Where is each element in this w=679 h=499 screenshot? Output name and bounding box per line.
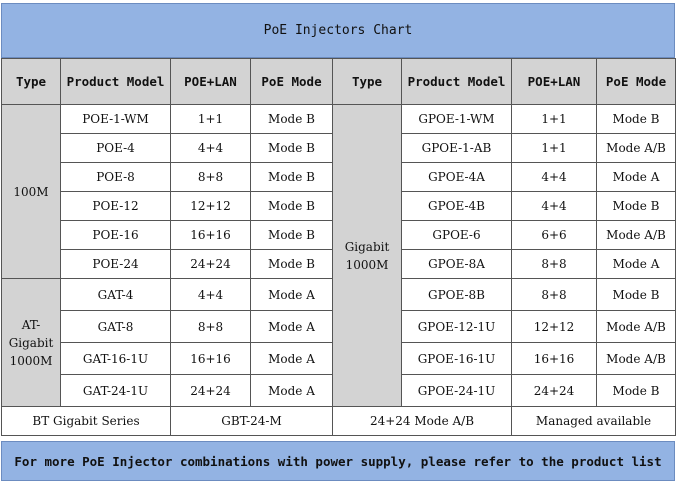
mode-cell: Mode B xyxy=(251,192,333,221)
mode-cell: Mode A xyxy=(251,375,333,407)
model-cell: GPOE-12-1U xyxy=(402,311,512,343)
model-cell: POE-4 xyxy=(61,134,171,163)
type-cell-gigabit xyxy=(333,105,402,407)
ports-cell: 24+24 xyxy=(171,250,251,279)
mode-cell: Mode B xyxy=(597,105,676,134)
ports-cell: 8+8 xyxy=(171,311,251,343)
type-line: 1000M xyxy=(9,353,53,368)
ports-cell: 6+6 xyxy=(512,221,597,250)
model-cell: GPOE-8B xyxy=(402,279,512,311)
type-line: Gigabit xyxy=(344,239,390,254)
header-cell: POE+LAN xyxy=(171,59,251,105)
model-cell: GPOE-1-AB xyxy=(402,134,512,163)
ports-cell: 4+4 xyxy=(171,134,251,163)
ports-cell: 8+8 xyxy=(171,163,251,192)
ports-cell: 1+1 xyxy=(512,134,597,163)
mode-cell: Mode A xyxy=(597,250,676,279)
ports-cell: 16+16 xyxy=(171,343,251,375)
model-cell: GPOE-6 xyxy=(402,221,512,250)
header-cell: Product Model xyxy=(61,59,171,105)
header-cell: Product Model xyxy=(402,59,512,105)
mode-cell: Mode B xyxy=(251,163,333,192)
type-line: 1000M xyxy=(345,257,389,272)
mode-cell: Mode B xyxy=(597,375,676,407)
model-cell: GPOE-24-1U xyxy=(402,375,512,407)
model-cell: GPOE-4B xyxy=(402,192,512,221)
bt-note-cell: Managed available xyxy=(512,407,676,436)
ports-cell: 1+1 xyxy=(171,105,251,134)
header-cell: Type xyxy=(333,59,402,105)
type-line: 100M xyxy=(13,184,49,199)
model-cell: GPOE-4A xyxy=(402,163,512,192)
ports-cell: 16+16 xyxy=(512,343,597,375)
ports-cell: 16+16 xyxy=(171,221,251,250)
model-cell: GAT-8 xyxy=(61,311,171,343)
header-row xyxy=(2,59,676,105)
mode-cell: Mode A xyxy=(251,311,333,343)
ports-cell: 1+1 xyxy=(512,105,597,134)
ports-cell: 8+8 xyxy=(512,250,597,279)
ports-cell: 4+4 xyxy=(512,163,597,192)
model-cell: GPOE-16-1U xyxy=(402,343,512,375)
mode-cell: Mode A/B xyxy=(597,221,676,250)
ports-cell: 24+24 xyxy=(171,375,251,407)
mode-cell: Mode B xyxy=(597,192,676,221)
model-cell: GAT-24-1U xyxy=(61,375,171,407)
ports-cell: 24+24 xyxy=(512,375,597,407)
mode-cell: Mode A xyxy=(251,279,333,311)
model-cell: GAT-4 xyxy=(61,279,171,311)
bt-model-cell: GBT-24-M xyxy=(171,407,333,436)
bt-ports-mode-cell: 24+24 Mode A/B xyxy=(333,407,512,436)
ports-cell: 12+12 xyxy=(512,311,597,343)
ports-cell: 12+12 xyxy=(171,192,251,221)
ports-cell: 8+8 xyxy=(512,279,597,311)
model-cell: POE-1-WM xyxy=(61,105,171,134)
header-cell: Type xyxy=(2,59,61,105)
mode-cell: Mode B xyxy=(251,221,333,250)
model-cell: POE-24 xyxy=(61,250,171,279)
chart-title: PoE Injectors Chart xyxy=(1,3,675,58)
header-cell: POE+LAN xyxy=(512,59,597,105)
mode-cell: Mode A/B xyxy=(597,343,676,375)
ports-cell: 4+4 xyxy=(512,192,597,221)
bt-series-label: BT Gigabit Series xyxy=(2,407,171,436)
type-line: AT- xyxy=(21,317,41,332)
mode-cell: Mode B xyxy=(251,250,333,279)
header-cell: PoE Mode xyxy=(597,59,676,105)
model-cell: GPOE-1-WM xyxy=(402,105,512,134)
mode-cell: Mode B xyxy=(597,279,676,311)
model-cell: GAT-16-1U xyxy=(61,343,171,375)
header-cell: PoE Mode xyxy=(251,59,333,105)
mode-cell: Mode A/B xyxy=(597,134,676,163)
mode-cell: Mode B xyxy=(251,105,333,134)
ports-cell: 4+4 xyxy=(171,279,251,311)
type-cell-at-gigabit xyxy=(2,279,61,407)
type-cell-100m xyxy=(2,105,61,279)
mode-cell: Mode A xyxy=(251,343,333,375)
model-cell: POE-12 xyxy=(61,192,171,221)
model-cell: POE-16 xyxy=(61,221,171,250)
model-cell: POE-8 xyxy=(61,163,171,192)
table-row xyxy=(2,105,676,134)
model-cell: GPOE-8A xyxy=(402,250,512,279)
poe-table xyxy=(1,58,676,436)
mode-cell: Mode A xyxy=(597,163,676,192)
mode-cell: Mode A/B xyxy=(597,311,676,343)
footer-note: For more PoE Injector combinations with power supply, please refer to the product list xyxy=(1,441,675,481)
mode-cell: Mode B xyxy=(251,134,333,163)
type-line: Gigabit xyxy=(8,335,54,350)
bt-series-row xyxy=(2,407,676,436)
